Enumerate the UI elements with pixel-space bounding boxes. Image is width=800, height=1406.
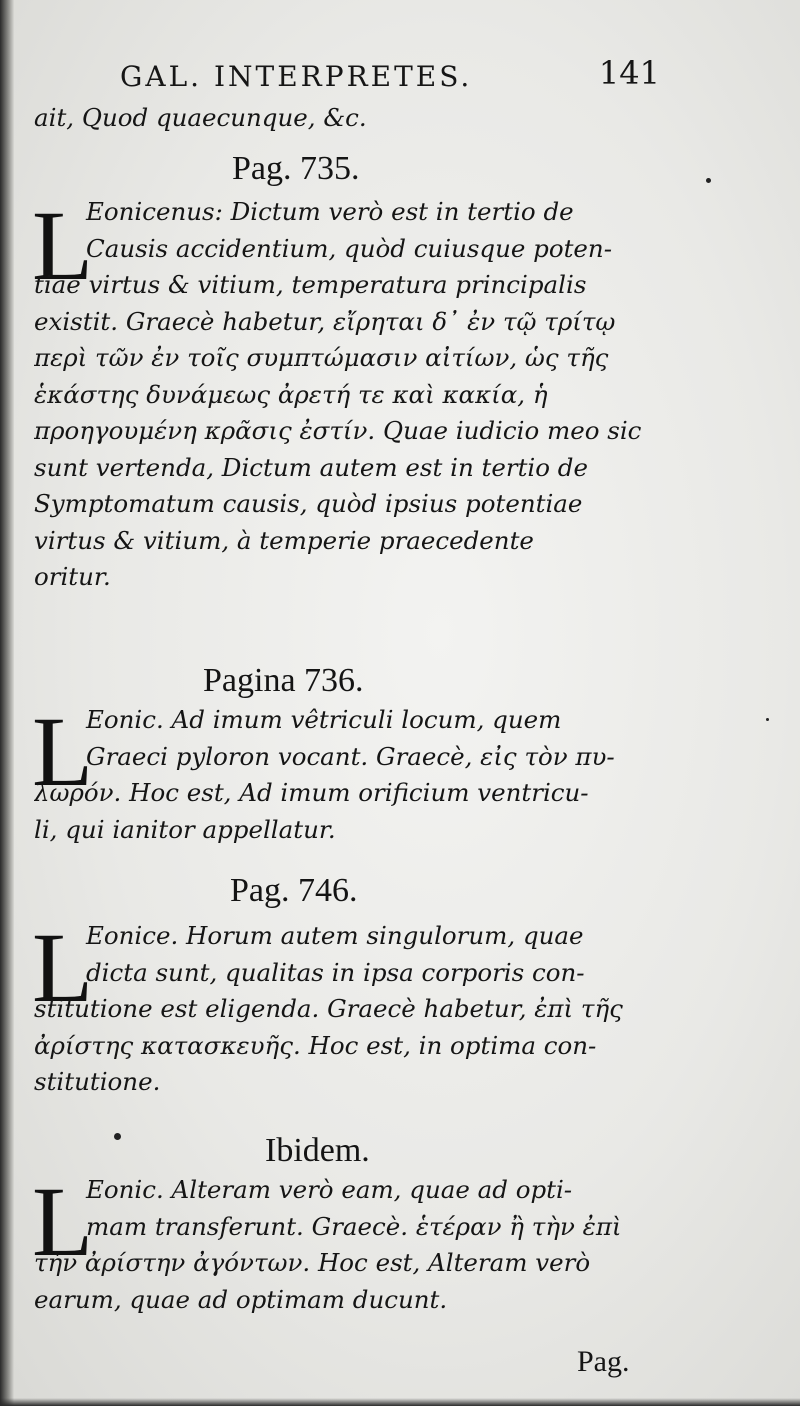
text-line: Eonicenus: Dictum verò est in tertio de — [86, 197, 574, 226]
text-line: τὴν ἀρίστην ἀγόντων. Hoc est, Alteram verò — [34, 1248, 591, 1277]
drop-cap-initial: L — [32, 912, 94, 1023]
page-number: 141 — [598, 54, 660, 92]
text-line: Graeci pyloron vocant. Graecè, εἰς τὸν πυ- — [86, 741, 615, 771]
text-line: ἑκάστης δυνάμεως ἀρετή τε καὶ κακία, ἡ — [34, 379, 548, 409]
text-line: oritur. — [34, 562, 111, 591]
text-line: stitutione est eligenda. Graecè habetur, ἐπὶ τῆς — [34, 994, 623, 1023]
text-line: stitutione. — [34, 1067, 161, 1096]
text-line: ἀρίστης κατασκευῆς. Hoc est, in optima con- — [34, 1030, 597, 1060]
text-line: περὶ τῶν ἐν τοῖς συμπτώμασιν αἰτίων, ὡς τῆς — [34, 343, 609, 372]
text-line: virtus & vitium, à temperie praecedente — [34, 525, 534, 555]
section-body — [32, 696, 659, 848]
text-line: Eonice. Horum autem singulorum, quae — [86, 921, 584, 950]
page-gutter-shadow — [0, 0, 14, 1406]
section-heading: Pagina 736. — [203, 662, 364, 699]
section-heading: Ibidem. — [265, 1132, 370, 1169]
text-line: λωρόν. Hoc est, Ad imum orificium ventricu- — [34, 778, 589, 807]
text-line: Eonic. Alteram verò eam, quae ad opti- — [86, 1175, 573, 1204]
text-line: προηγουμένη κρᾶσις ἐστίν. Quae iudicio meo sic — [34, 416, 642, 445]
drop-cap-initial: L — [32, 1166, 94, 1277]
page-bottom-shadow — [0, 1398, 800, 1406]
drop-cap-initial: L — [32, 696, 94, 807]
section-body — [32, 1166, 659, 1318]
text-line: Eonic. Ad imum vêtriculi locum, quem — [86, 705, 562, 734]
section-body — [32, 912, 659, 1101]
catchword: Pag. — [577, 1345, 630, 1378]
text-line: tiae virtus & vitium, temperatura principalis — [34, 270, 587, 299]
text-line: Causis accidentium, quòd cuiusque poten- — [86, 233, 612, 263]
text-line: mam transferunt. Graecè. ἑτέραν ἢ τὴν ἐπὶ — [86, 1211, 622, 1241]
section-heading: Pag. 735. — [232, 150, 360, 187]
text-line: Symptomatum causis, quòd ipsius potentiae — [34, 489, 583, 518]
ink-speck — [766, 718, 769, 721]
text-line: earum, quae ad optimam ducunt. — [34, 1284, 448, 1314]
page-header — [120, 52, 660, 96]
drop-cap-initial: L — [32, 190, 94, 301]
text-line: li, qui ianitor appellatur. — [34, 814, 336, 844]
text-line: sunt vertenda, Dictum autem est in tertio de — [34, 452, 588, 482]
continuation-line: ait, Quod quaecunque, &c. — [34, 103, 367, 132]
ink-speck — [706, 178, 711, 183]
text-line: dicta sunt, qualitas in ipsa corporis con- — [86, 957, 585, 987]
section-body — [32, 190, 659, 596]
running-head: GAL. INTERPRETES. — [120, 60, 473, 93]
section-heading: Pag. 746. — [230, 872, 358, 909]
ink-speck — [114, 1133, 121, 1140]
text-line: existit. Graecè habetur, εἴρηται δ᾽ ἐν τῷ τρίτῳ — [34, 306, 616, 336]
